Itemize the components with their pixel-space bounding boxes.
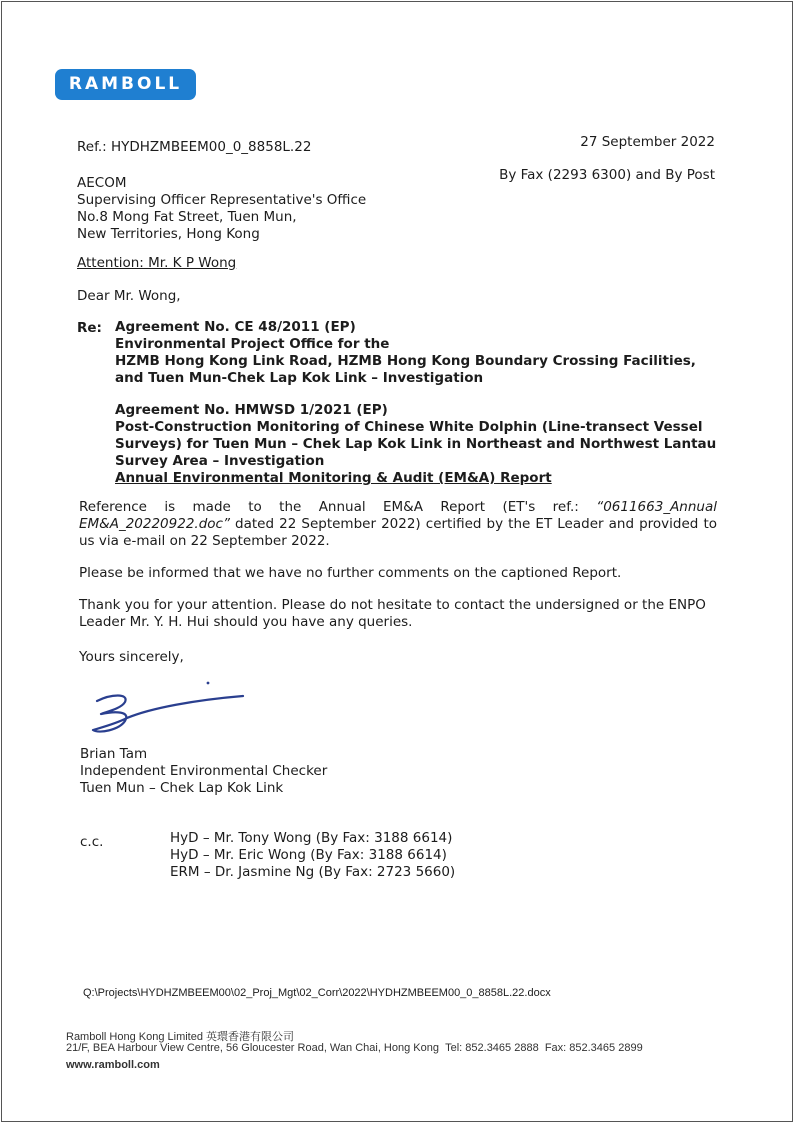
recipient-line: AECOM bbox=[77, 175, 127, 191]
paragraph-line bbox=[79, 499, 717, 516]
report-title: Annual Environmental Monitoring & Audit (EM&A) Report bbox=[115, 470, 552, 486]
footer-address: 21/F, BEA Harbour View Centre, 56 Gloucester Road, Wan Chai, Hong Kong bbox=[66, 1042, 439, 1054]
text: Reference is made to the Annual EM&A Report (ET's ref.: bbox=[79, 499, 597, 515]
signatory-project: Tuen Mun – Chek Lap Kok Link bbox=[80, 780, 284, 796]
signatory-title: Independent Environmental Checker bbox=[80, 763, 328, 779]
subject-line: Survey Area – Investigation bbox=[115, 453, 325, 469]
re-label: Re: bbox=[77, 320, 102, 336]
subject-line: Environmental Project Office for the bbox=[115, 336, 390, 352]
cc-list bbox=[170, 830, 455, 881]
paragraph-reference bbox=[79, 499, 717, 550]
file-path: Q:\Projects\HYDHZMBEEM00\02_Proj_Mgt\02_Corr\2022\HYDHZMBEEM00_0_8858L.22.docx bbox=[83, 987, 551, 999]
subject-line: HZMB Hong Kong Link Road, HZMB Hong Kong Boundary Crossing Facilities, bbox=[115, 353, 696, 369]
subject-line: Post-Construction Monitoring of Chinese White Dolphin (Line-transect Vessel bbox=[115, 419, 703, 435]
text: dated 22 September 2022) certified by the ET Leader and provided to bbox=[229, 516, 717, 532]
paragraph-line bbox=[79, 516, 717, 533]
signature bbox=[85, 678, 255, 740]
cc-line: HyD – Mr. Tony Wong (By Fax: 3188 6614) bbox=[170, 830, 453, 846]
paragraph-no-comments: Please be informed that we have no further comments on the captioned Report. bbox=[79, 565, 622, 581]
paragraph-line: us via e-mail on 22 September 2022. bbox=[79, 533, 330, 549]
document-ref: “0611663_Annual bbox=[596, 499, 717, 515]
footer-tel: Tel: 852.3465 2888 bbox=[445, 1042, 539, 1054]
paragraph-line: Thank you for your attention. Please do not hesitate to contact the undersigned or the ENPO bbox=[79, 597, 706, 613]
subject-line: Agreement No. CE 48/2011 (EP) bbox=[115, 319, 356, 335]
signatory-block bbox=[80, 746, 327, 797]
ramboll-logo: RAMBOLL bbox=[55, 69, 196, 100]
attention-line: Attention: Mr. K P Wong bbox=[77, 255, 237, 271]
recipient-line: New Territories, Hong Kong bbox=[77, 226, 260, 242]
subject-line: and Tuen Mun-Chek Lap Kok Link – Investigation bbox=[115, 370, 484, 386]
paragraph-thanks bbox=[79, 597, 706, 631]
subject-line: Surveys) for Tuen Mun – Chek Lap Kok Link in Northeast and Northwest Lantau bbox=[115, 436, 717, 452]
footer-address-line bbox=[66, 1042, 643, 1054]
closing: Yours sincerely, bbox=[79, 649, 184, 665]
paragraph-line: Leader Mr. Y. H. Hui should you have any queries. bbox=[79, 614, 413, 630]
document-ref: EM&A_20220922.doc” bbox=[79, 516, 230, 532]
footer-website: www.ramboll.com bbox=[66, 1059, 160, 1071]
recipient-line: Supervising Officer Representative's Office bbox=[77, 192, 367, 208]
subject-block-1 bbox=[115, 319, 696, 387]
delivery-method: By Fax (2293 6300) and By Post bbox=[499, 167, 715, 183]
salutation: Dear Mr. Wong, bbox=[77, 288, 181, 304]
recipient-line: No.8 Mong Fat Street, Tuen Mun, bbox=[77, 209, 297, 225]
cc-line: HyD – Mr. Eric Wong (By Fax: 3188 6614) bbox=[170, 847, 447, 863]
reference-number: Ref.: HYDHZMBEEM00_0_8858L.22 bbox=[77, 139, 312, 155]
signatory-name: Brian Tam bbox=[80, 746, 148, 762]
recipient-address bbox=[77, 175, 366, 243]
cc-line: ERM – Dr. Jasmine Ng (By Fax: 2723 5660) bbox=[170, 864, 456, 880]
footer-fax: Fax: 852.3465 2899 bbox=[544, 1042, 643, 1054]
cc-label: c.c. bbox=[80, 834, 104, 850]
subject-line: Agreement No. HMWSD 1/2021 (EP) bbox=[115, 402, 388, 418]
letter-date: 27 September 2022 bbox=[580, 134, 715, 150]
subject-block-2 bbox=[115, 402, 716, 487]
footer-company: Ramboll Hong Kong Limited 英環香港有限公司 bbox=[66, 1031, 295, 1043]
